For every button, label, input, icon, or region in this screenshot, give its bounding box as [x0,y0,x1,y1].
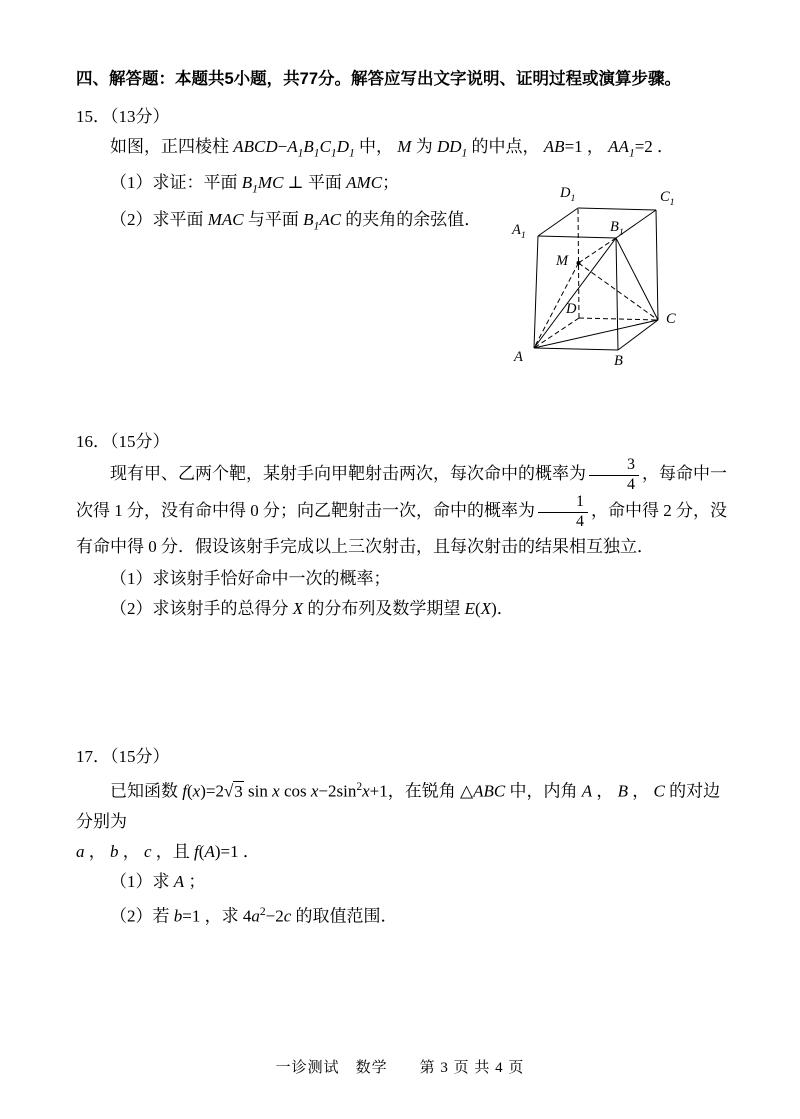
fraction-denominator: 4 [576,512,584,530]
fraction-denominator: 4 [627,475,635,493]
vertex-label-b: B [614,353,623,369]
q16-text-c: ，命中得 2 分，没有命中得 0 分．假设该射手完成以上三次射击，且每次射击的结果相互独立． [76,500,727,557]
q15-part-1: （1）求证：平面 $B_1MC$ ⊥ 平面 AMC； [110,173,400,196]
vertex-label-m: M [556,253,569,269]
q16-part-1: （1）求该射手恰好命中一次的概率； [110,569,391,589]
prism-drawing [516,196,701,376]
fraction-one-fourth [538,494,588,531]
q17-intro-line-1: 已知函数 f(x)=2√3 sin x $\cos x-2\sin^2x+1$，在锐角 △ABC 中，内角 A ， B ， C 的对边分别为 [76,780,721,832]
vertex-label-c: C [666,311,676,327]
q15-intro: 如图，正四棱柱 $ABCD-A_1B_1C_1D_1$ 中， M 为 $DD_1$ 的中点， AB=1 ， $AA_1=2$ ． [110,137,675,160]
prism-figure [506,186,716,381]
vertex-label-b1: $B_1$ [610,219,624,238]
q17-part-1: （1）求 A ； [110,872,206,892]
q17-intro-line-2: a ， b ， c ，且 f(A)=1 ． [76,842,260,862]
q16-text-b: ，每命中一次得 1 分，没有命中得 0 分；向乙靶射击一次，命中的概率为 [76,464,727,520]
q15-part-2: （2）求平面 MAC 与平面 $B_1AC$ 的夹角的余弦值． [110,209,482,233]
question-16-label: 16．（15分） [76,432,170,452]
section-header: 四、解答题：本题共5小题，共77分。解答应写出文字说明、证明过程或演算步骤。 [76,70,682,88]
vertex-label-d1: $D_1$ [560,185,576,204]
q17-part-2: （2）若 b=1 ，求 $4a^2-2c$ 的取值范围． [110,905,398,926]
vertex-label-a1: $A_1$ [512,222,526,241]
q16-statement [76,457,730,564]
vertex-label-c1: $C_1$ [660,189,675,208]
question-16 [76,427,730,624]
q16-text-a: 现有甲、乙两个靶，某射手向甲靶射击两次，每次命中的概率为 [110,464,586,484]
fraction-three-fourths [589,457,639,494]
question-17-label: 17．（15分） [76,747,170,767]
fraction-numerator: 1 [538,494,588,513]
vertex-label-d: D [566,301,577,317]
q16-part-2: （2）求该射手的总得分 X 的分布列及数学期望 E(X)． [110,599,514,619]
page-footer: 一诊测试 数学 第 3 页 共 4 页 [275,1060,525,1076]
question-17 [76,742,730,931]
vertex-label-a: A [514,349,523,365]
question-15-label: 15．（13分） [76,107,170,126]
fraction-numerator: 3 [589,457,639,476]
